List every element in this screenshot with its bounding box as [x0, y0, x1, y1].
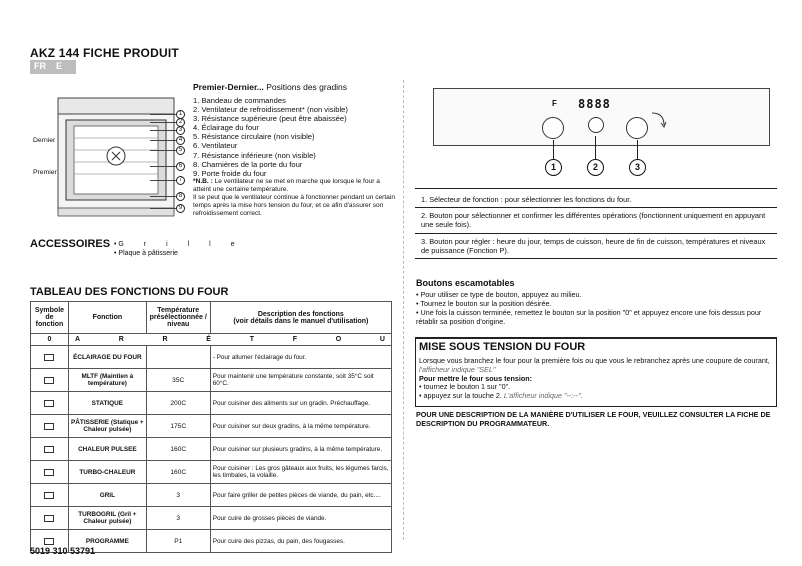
- oven-callout-3: 3: [176, 126, 185, 135]
- header-function: Fonction: [68, 302, 146, 334]
- lang-fr[interactable]: FR: [34, 61, 46, 71]
- accessories-title: ACCESSOIRES: [30, 238, 111, 250]
- function-temp: [146, 346, 210, 369]
- multi-icon: [44, 377, 54, 384]
- list-item: • Une fois la cuisson terminée, remettez le bouton sur la position "0" et appuyez encore une fois dessus pour rétablir sa position d'origine.: [416, 308, 762, 326]
- caption-3: 3. Bouton pour régler : heure du jour, temps de cuisson, heure de fin de cuisson, températures et niveaux de puissance (Fonction P).: [421, 237, 766, 255]
- button-select[interactable]: [588, 117, 604, 133]
- function-name: CHALEUR PULSEE: [68, 438, 146, 461]
- arret-four-row: A R R É T F O U: [74, 336, 385, 343]
- static-icon: [44, 400, 54, 407]
- list-item: 5. Résistance circulaire (non visible): [193, 132, 315, 142]
- list-item: • Tournez le bouton sur la position désirée.: [416, 299, 552, 308]
- oven-callout-2: 2: [176, 118, 185, 127]
- list-item: 3. Résistance supérieure (peut être abaissée): [193, 114, 347, 124]
- callout-3: 3: [629, 159, 646, 176]
- power-title: MISE SOUS TENSION DU FOUR: [419, 341, 586, 353]
- grill-icon: [44, 492, 54, 499]
- label-premier: Premier: [33, 169, 57, 176]
- function-desc: Pour cuisiner sur deux gradins, à la même température.: [210, 415, 391, 438]
- function-temp: 160C: [146, 461, 210, 484]
- header-symbol: Symbole de fonction: [31, 302, 69, 334]
- list-item: 8. Charnières de la porte du four: [193, 159, 303, 169]
- function-name: PROGRAMME: [68, 530, 146, 553]
- table-row: [31, 438, 392, 461]
- table-row: [31, 507, 392, 530]
- function-desc: Pour faire griller de petites pièces de viande, du pain, etc....: [210, 484, 391, 507]
- lang-e[interactable]: E: [56, 61, 63, 71]
- function-name: MLTF (Maintien à température): [68, 369, 146, 392]
- caption-1: 1. Sélecteur de fonction : pour sélectionner les fonctions du four.: [421, 195, 632, 204]
- parts-list: [193, 96, 348, 178]
- list-item: 9. Porte froide du four: [193, 168, 267, 178]
- function-desc: Pour cuire de grosses pièces de viande.: [210, 507, 391, 530]
- function-name: ÉCLAIRAGE DU FOUR: [68, 346, 146, 369]
- list-item: 4. Éclairage du four: [193, 123, 259, 133]
- function-name: GRIL: [68, 484, 146, 507]
- oven-callout-8: 8: [176, 192, 185, 201]
- list-item: • Plaque à pâtisserie: [114, 250, 178, 257]
- callout-2: 2: [587, 159, 604, 176]
- function-name: TURBOGRIL (Gril + Chaleur pulsée): [68, 507, 146, 530]
- label-dernier: Dernier: [33, 137, 56, 144]
- power-on-box: [415, 337, 777, 407]
- table-row: [31, 484, 392, 507]
- function-desc: Pour maintenir une température constante, soit 35°C soit 60°C.: [210, 369, 391, 392]
- function-temp: 35C: [146, 369, 210, 392]
- oven-callout-4: 4: [176, 136, 185, 145]
- caption-2: 2. Bouton pour sélectionner et confirmer les différentes opérations (fonctionnent uniquement en appuyant une seule fois).: [421, 211, 766, 229]
- function-temp: 3: [146, 484, 210, 507]
- table-row: [31, 461, 392, 484]
- function-temp: 175C: [146, 415, 210, 438]
- light-icon: [44, 354, 54, 361]
- oven-callout-9: 9: [176, 204, 185, 213]
- turbogrill-icon: [44, 515, 54, 522]
- language-bar: [30, 60, 76, 74]
- table-row: [31, 415, 392, 438]
- buttons-list: [416, 290, 778, 326]
- list-item: 7. Résistance inférieure (non visible): [193, 150, 316, 160]
- function-name: PÂTISSERIE (Statique + Chaleur pulsée): [68, 415, 146, 438]
- oven-callout-5: 5: [176, 146, 185, 155]
- oven-callout-7: 7: [176, 176, 185, 185]
- panel-letter-f: F: [552, 99, 557, 108]
- function-name: STATIQUE: [68, 392, 146, 415]
- buttons-title: Boutons escamotables: [416, 278, 515, 288]
- nb-note: *N.B. : Le ventilateur ne se met en marche que lorsque le four a atteint une certaine température. Il se peut que le ventilateur continue à fonctionner pendant un certain temps après la mise hors tension du four, et ce afin d'assurer son refroidissement correct.: [193, 178, 395, 217]
- knob-adjust[interactable]: [626, 117, 648, 139]
- table-row: [31, 392, 392, 415]
- rotation-arrow-icon: [650, 109, 668, 129]
- list-item: 2. Ventilateur de refroidissement* (non visible): [193, 105, 348, 115]
- function-desc: Pour cuisiner des aliments sur un gradin. Préchauffage.: [210, 392, 391, 415]
- functions-table-title: TABLEAU DES FONCTIONS DU FOUR: [30, 286, 229, 298]
- list-item: 1. Bandeau de commandes: [193, 96, 286, 105]
- knob-function-selector[interactable]: [542, 117, 564, 139]
- header-desc: Description des fonctions (voir détails dans le manuel d'utilisation): [210, 302, 391, 334]
- oven-callout-6: 6: [176, 162, 185, 171]
- programmer-note: POUR UNE DESCRIPTION DE LA MANIÈRE D'UTILISER LE FOUR, VEUILLEZ CONSULTER LA FICHE DE DESCRIPTION DU PROGRAMMATEUR.: [416, 410, 771, 428]
- function-desc: Pour cuire des pizzas, du pain, des fougasses.: [210, 530, 391, 553]
- display-readout: 8888: [578, 97, 611, 111]
- program-icon: [44, 538, 54, 545]
- pastry-icon: [44, 423, 54, 430]
- zero-cell: 0: [31, 334, 69, 346]
- callout-1: 1: [545, 159, 562, 176]
- turbo-icon: [44, 469, 54, 476]
- fan-heat-icon: [44, 446, 54, 453]
- product-code: 5019 310 53791: [30, 546, 96, 556]
- parts-title: Premier-Dernier... Positions des gradins: [193, 82, 348, 92]
- table-row: [31, 346, 392, 369]
- column-divider: [403, 80, 404, 540]
- oven-callout-1: 1: [176, 110, 185, 119]
- list-item: • G r i l l e: [114, 241, 244, 248]
- functions-table: [30, 301, 392, 553]
- function-temp: 200C: [146, 392, 210, 415]
- page-title: AKZ 144 FICHE PRODUIT: [30, 46, 179, 60]
- function-desc: Pour cuisiner : Les gros gâteaux aux fruits, les légumes farcis, les timbales, la volaille.: [210, 461, 391, 484]
- accessories-list: [114, 240, 243, 258]
- table-row: [31, 369, 392, 392]
- function-temp: P1: [146, 530, 210, 553]
- control-panel: [433, 88, 770, 146]
- function-desc: Pour cuisiner sur plusieurs gradins, à la même température.: [210, 438, 391, 461]
- function-temp: 3: [146, 507, 210, 530]
- function-temp: 160C: [146, 438, 210, 461]
- function-name: TURBO-CHALEUR: [68, 461, 146, 484]
- power-text: Lorsque vous branchez le four pour la première fois ou que vous le rebranchez après une coupure de courant, l'afficheur indique "SEL" Pour mettre le four sous tension: • tournez le bouton 1 sur "0". • appuyez sur la touche 2. L'afficheur indique "--:--".: [419, 356, 770, 401]
- list-item: 6. Ventilateur: [193, 141, 238, 151]
- header-temp: Température présélectionnée / niveau: [146, 302, 210, 334]
- list-item: • Pour utiliser ce type de bouton, appuyez au milieu.: [416, 290, 582, 299]
- function-desc: - Pour allumer l'éclairage du four.: [210, 346, 391, 369]
